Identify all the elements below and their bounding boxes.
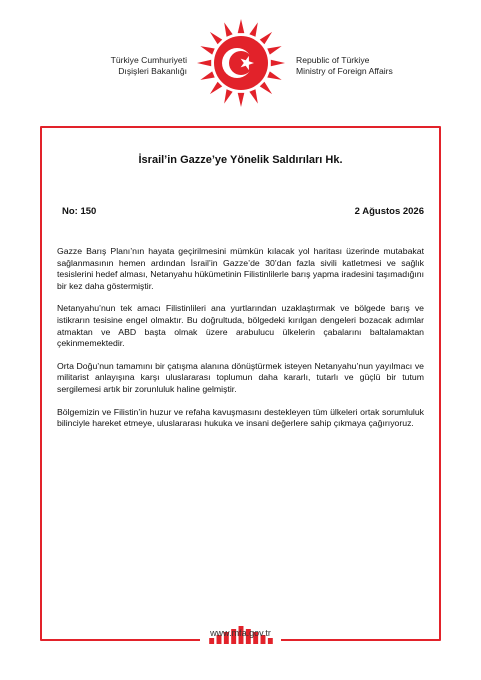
ministry-name-en-line1: Republic of Türkiye bbox=[296, 55, 370, 65]
emblem-ray bbox=[210, 82, 222, 94]
emblem-ray bbox=[210, 32, 222, 44]
ministry-name-turkish bbox=[27, 55, 187, 77]
emblem-ray bbox=[224, 89, 232, 103]
ministry-name-tr-line1: Türkiye Cumhuriyeti bbox=[110, 55, 187, 65]
emblem-ray bbox=[197, 60, 211, 67]
footer-website[interactable]: www.mfa.gov.tr bbox=[210, 628, 271, 638]
document-body bbox=[57, 246, 424, 441]
paragraph: Orta Doğu’nun tamamını bir çatışma alanına dönüştürmek isteyen Netanyahu’nun yayılmacı ve militarist anlayışına karşı uluslararası toplumun daha kararlı, tutarlı ve güçlü bir tutum sergilemesi artık bir zorunluluk haline gelmiştir. bbox=[57, 360, 424, 394]
emblem-ray bbox=[200, 71, 214, 79]
document-number: No: 150 bbox=[62, 206, 97, 217]
document-title: İsrail’in Gazze’ye Yönelik Saldırıları Hk. bbox=[138, 154, 343, 166]
paragraph: Bölgemizin ve Filistin’in huzur ve refaha kavuşmasını destekleyen tüm ülkeleri ortak sorumluluk bilinciyle hareket etmeye, uluslararası hukuka ve insani değerlere sahip çıkmaya çağırıyoruz. bbox=[57, 406, 424, 429]
emblem-ray bbox=[238, 93, 245, 107]
emblem-ray bbox=[271, 60, 285, 67]
emblem-ray bbox=[238, 19, 245, 33]
emblem-ray bbox=[267, 46, 281, 54]
emblem-ray bbox=[267, 71, 281, 79]
emblem-ray bbox=[249, 89, 257, 103]
crescent-star-emblem-icon bbox=[196, 18, 286, 108]
emblem-ray bbox=[260, 32, 272, 44]
ministry-name-english bbox=[296, 55, 466, 77]
emblem-ray bbox=[200, 46, 214, 54]
emblem-ray bbox=[249, 22, 257, 36]
stripe bbox=[209, 638, 214, 644]
emblem-ray bbox=[224, 22, 232, 36]
paragraph: Gazze Barış Planı’nın hayata geçirilmesini mümkün kılacak yol haritası üzerinde mutabakat sağlanmasının hemen ardından İsrail’in Gazze’de 30’dan fazla sivili katletmesi ve sağlık tesislerini hedef alması, Netanyahu hükümetinin Filistinlilerle barış yapma iradesini taşımadığını bir kez daha göstermiştir. bbox=[57, 246, 424, 291]
ministry-name-tr-line2: Dışişleri Bakanlığı bbox=[118, 66, 187, 76]
stripe bbox=[268, 638, 273, 644]
paragraph: Netanyahu’nun tek amacı Filistinlileri ana yurtlarından uzaklaştırmak ve bölgede barış ve istikrarın tesisine engel olmaktır. Bu doğrultuda, bölgedeki kırılgan dengeleri bozacak adımlar atmaktan ve ABD başta olmak üzere arabulucu ülkelerin çabalarını baltalamaktan çekinmemektedir. bbox=[57, 303, 424, 349]
emblem-ray bbox=[260, 82, 272, 94]
ministry-name-en-line2: Ministry of Foreign Affairs bbox=[296, 66, 393, 76]
document-date: 2 Ağustos 2026 bbox=[354, 206, 424, 217]
